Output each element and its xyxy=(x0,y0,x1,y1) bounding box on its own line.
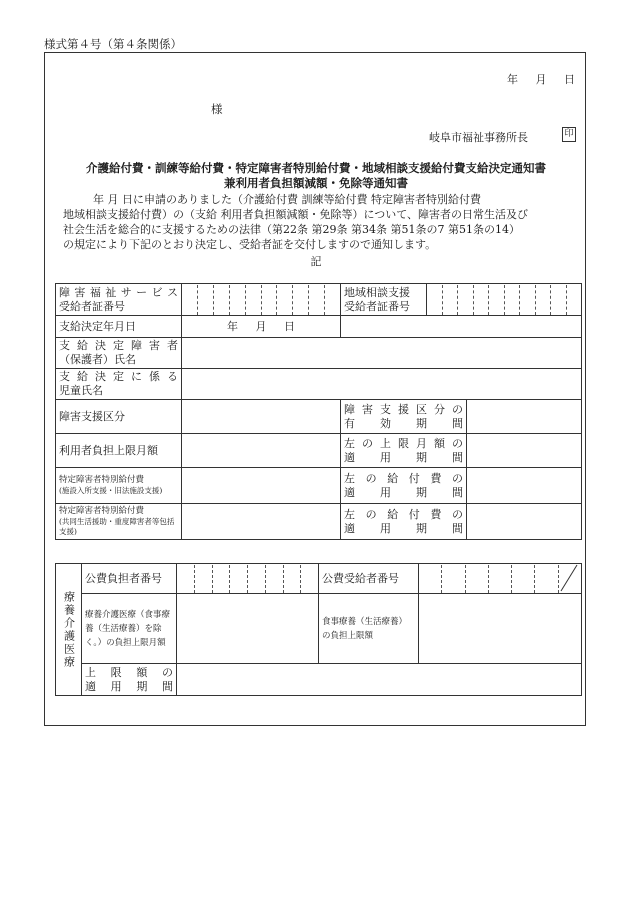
decision-date-label: 支給決定年月日 xyxy=(56,316,182,338)
seal-stamp: 印 xyxy=(562,127,576,142)
body-text-line: 年 月 日に申請のありました（介護給付費 訓練等給付費 特定障害者特別給付費 xyxy=(93,193,481,206)
recipient-number-label: 障害福祉サービス 受給者証番号 xyxy=(56,284,182,316)
regional-number-label: 地域相談支援 受給者証番号 xyxy=(341,284,427,316)
issue-date: 年 月 日 xyxy=(507,73,575,86)
special-benefit-1-period-label: 左の給付費の 適用期間 xyxy=(341,468,467,504)
body-text-line: 社会生活を総合的に支援するための法律（第22条 第29条 第34条 第51条の7 第51条の14） xyxy=(63,223,520,236)
regional-number-field[interactable] xyxy=(427,284,582,316)
support-class-field[interactable] xyxy=(182,400,341,434)
support-period-label: 障害支援区分の 有効期間 xyxy=(341,400,467,434)
child-name-label: 支給決定に係る 児童氏名 xyxy=(56,369,182,400)
notice-title: 介護給付費・訓練等給付費・特定障害者特別給付費・地域相談支援給付費支給決定通知書 xyxy=(86,161,546,175)
burden-period-label: 左の上限月額の 適用期間 xyxy=(341,434,467,468)
notice-frame xyxy=(44,52,586,726)
body-text-line: 地域相談支援給付費）の（支給 利用者負担額減額・免除等）について、障害者の日常生活及び xyxy=(63,208,529,221)
diagonal-slash-mark xyxy=(559,564,579,592)
payer-number-field[interactable] xyxy=(177,564,319,594)
decision-table xyxy=(55,283,582,540)
person-name-field[interactable] xyxy=(182,338,582,369)
notice-subtitle: 兼利用者負担額減額・免除等通知書 xyxy=(224,176,408,190)
medical-care-table xyxy=(55,563,582,696)
person-name-label: 支給決定障害者 （保護者）氏名 xyxy=(56,338,182,369)
special-benefit-1-period-field[interactable] xyxy=(467,468,582,504)
body-text-line: の規定により下記のとおり決定し、受給者証を交付しますので通知します。 xyxy=(63,238,437,251)
recipient-number-field[interactable] xyxy=(182,284,341,316)
receiver-number-label: 公費受給者番号 xyxy=(319,564,419,594)
payer-number-label: 公費負担者番号 xyxy=(82,564,177,594)
form-number-label: 様式第４号（第４条関係） xyxy=(44,37,182,51)
burden-period-field[interactable] xyxy=(467,434,582,468)
limit-period-label: 上限額の 適用期間 xyxy=(82,664,177,696)
child-name-field[interactable] xyxy=(182,369,582,400)
special-benefit-2-label: 特定障害者特別給付費 (共同生活援助・重度障害者等包括支援) xyxy=(56,504,182,540)
special-benefit-1-field[interactable] xyxy=(182,468,341,504)
support-class-label: 障害支援区分 xyxy=(56,400,182,434)
burden-limit-field[interactable] xyxy=(182,434,341,468)
special-benefit-2-period-field[interactable] xyxy=(467,504,582,540)
meal-limit-label: 食事療養（生活療養）の負担上限額 xyxy=(319,594,419,664)
limit-period-field[interactable] xyxy=(177,664,582,696)
special-benefit-2-period-label: 左の給付費の 適用期間 xyxy=(341,504,467,540)
issuer-name: 岐阜市福祉事務所長 xyxy=(429,131,528,144)
blank-cell xyxy=(341,316,582,338)
medical-care-side-label: 療養介護医療 xyxy=(56,564,82,696)
special-benefit-1-label: 特定障害者特別給付費 (施設入所支援・旧法施設支援) xyxy=(56,468,182,504)
meal-limit-field[interactable] xyxy=(419,594,582,664)
addressee-suffix: 様 xyxy=(211,102,223,116)
support-period-field[interactable] xyxy=(467,400,582,434)
receiver-number-field[interactable] xyxy=(419,564,582,594)
care-limit-label: 療養介護医療（食事療養（生活療養）を除く。）の負担上限月額 xyxy=(82,594,177,664)
ki-heading: 記 xyxy=(310,255,322,268)
care-limit-field[interactable] xyxy=(177,594,319,664)
special-benefit-2-field[interactable] xyxy=(182,504,341,540)
decision-date-value[interactable]: 年 月 日 xyxy=(182,316,341,338)
burden-limit-label: 利用者負担上限月額 xyxy=(56,434,182,468)
